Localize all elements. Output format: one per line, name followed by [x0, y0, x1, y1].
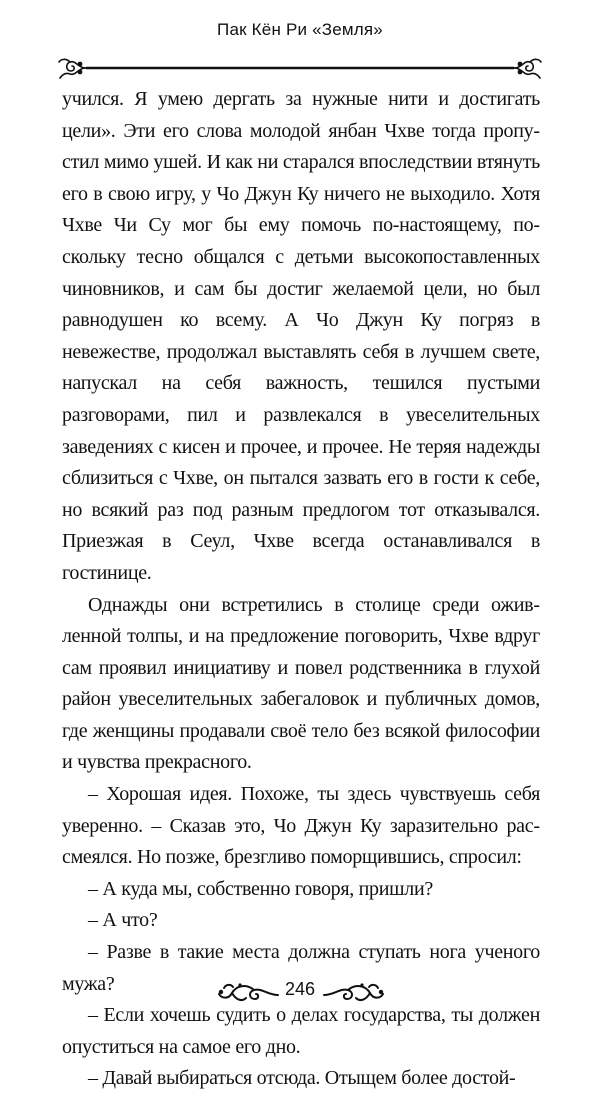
- header-left-ornament-icon: [59, 59, 86, 78]
- dialogue-line-6: – Давай выбираться отсюда. Отыщем более достой-: [88, 1067, 516, 1090]
- dialogue-line-4: – Разве в такие места должна ступать нога ученого мужа?: [62, 941, 540, 995]
- footer-left-ornament-icon: [216, 980, 280, 1006]
- footer-right-ornament-icon: [322, 980, 386, 1006]
- page-number: 246: [284, 979, 316, 999]
- dialogue-line-2: – А куда мы, собственно говоря, пришли?: [88, 877, 433, 900]
- body-text: [62, 84, 540, 1095]
- paragraph-1: учился. Я умею дергать за нужные нити и достигать цели». Эти его слова молодой янбан Чхве тогда пропустил мимо ушей. И как ни старался впоследствии втянуть его в свою игру, у Чо Джун Ку ничего не выходило. Хотя Чхве Чи Су мог бы ему помочь по-настоящему, поскольку тесно общался с детьми высокопоставленных чиновников, и сам бы достиг желаемой цели, но был равнодушен ко всему. А Чо Джун Ку погряз в невежестве, продолжал выставлять себя в лучшем свете, напускал на себя важность, тешился пустыми разговорами, пил и развлекался в увеселительных заведениях с кисен и прочее, и прочее. Не теряя надежды сблизиться с Чхве, он пытался зазвать его в гости к себе, но всякий раз под разным предлогом тот отказывался. Приезжая в Сеул, Чхве всегда останавливался в гостинице.: [62, 88, 540, 584]
- dialogue-line-1: – Хорошая идея. Похоже, ты здесь чувствуешь себя уверенно. – Сказав это, Чо Джун Ку заразительно рассмеялся. Но позже, брезгливо поморщившись, спросил:: [62, 783, 540, 869]
- header-right-ornament-icon: [514, 59, 541, 78]
- header-rule: [56, 54, 544, 82]
- dialogue-line-5: – Если хочешь судить о делах государства, ты должен опуститься на самое его дно.: [62, 1004, 540, 1058]
- page-footer: [0, 972, 600, 1012]
- dialogue-line-3: – А что?: [88, 909, 158, 932]
- paragraph-2: Однажды они встретились в столице среди оживленной толпы, и на предложение поговорить, Чхве вдруг сам проявил инициативу и повел родственника в глухой район увеселительных забегаловок и публичных домов, где женщины продавали своё тело без всякой философии и чувства прекрасного.: [62, 593, 540, 774]
- running-header: Пак Кён Ри «Земля»: [217, 20, 383, 39]
